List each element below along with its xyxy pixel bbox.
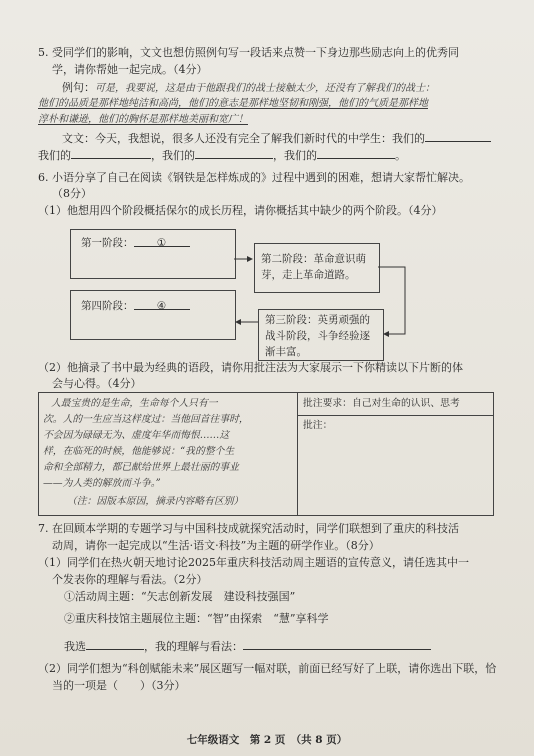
q5-wenwen-ours-c: ，我们的 — [273, 149, 317, 162]
q7-option2: ②重庆科技馆主题展位主题：“智”由探索 “慧”享科学 — [64, 612, 329, 625]
quote-line-1: 人最宝贵的是生命，生命每个人只有一 — [51, 398, 218, 409]
annotation-label: 批注： — [303, 420, 333, 431]
quote-line-6: ——为人类的解放而斗争。” — [43, 478, 161, 489]
q7-prompt-line2: 动周，请你一起完成以“生活·语文·科技”为主题的研学作业。（8分） — [52, 539, 380, 552]
stage1-label: 第一阶段： — [81, 237, 134, 249]
stage3-line3: 渐丰富。 — [265, 346, 307, 358]
q7-option1: ①活动周主题：“矢志创新发展 建设科技强国” — [64, 590, 296, 603]
q7-number: 7. — [38, 522, 49, 535]
q6-sub2-line2: 会与心得。（4分） — [52, 377, 142, 390]
q5-prompt-line2: 学，请你帮她一起完成。（4分） — [52, 63, 208, 76]
q5-example-line3: 淳朴和谦逊，他们的胸怀是那样地美丽和宽广！ — [38, 114, 248, 125]
quote-cell — [39, 393, 298, 515]
stage1-marker: ① — [156, 237, 167, 249]
q7-view-blank[interactable] — [243, 638, 431, 650]
q7-view-label: ，我的理解与看法： — [144, 640, 243, 653]
q6-prompt-line1: 小语分享了自己在阅读《钢铁是怎样炼成的》过程中遇到的困难，想请大家帮忙解决。 — [52, 171, 470, 184]
q5-number: 5. — [38, 46, 49, 59]
annotation-table — [38, 392, 494, 516]
q7-prompt-line1: 在回顾本学期的专题学习与中国科技成就探究活动时，同学们联想到了重庆的科技活 — [52, 522, 459, 535]
q7-sub2-line2: 当的一项是（ ）（3分） — [52, 679, 186, 692]
quote-note: （注：因版本原因，摘录内容略有区别） — [67, 496, 244, 507]
q5-prompt-line1: 受同学们的影响，文文也想仿照例句写一段话来点赞一下身边那些励志向上的优秀同 — [52, 46, 459, 59]
q6-number: 6. — [38, 171, 49, 184]
quote-line-4: 样，在临死的时候，他能够说：“我的整个生 — [43, 446, 235, 457]
stage4-marker: ④ — [156, 300, 167, 312]
q5-period: 。 — [395, 149, 406, 162]
quote-line-3: 不会因为碌碌无为、虚度年华而悔恨……这 — [43, 430, 230, 441]
q7-choice-blank[interactable] — [86, 638, 144, 650]
quote-line-2: 次。人的一生应当这样度过：当他回首往事时， — [43, 414, 249, 425]
q7-sub1-line1: （1）同学们在热火朝天地讨论2025年重庆科技活动周主题语的宣传意义，请任选其中一 — [38, 556, 469, 569]
quote-line-5: 命和全部精力，都已献给世界上最壮丽的事业 — [43, 462, 239, 473]
q5-wenwen-ours-b: ，我们的 — [151, 149, 195, 162]
q7-sub1-line2: 个发表你的理解与看法。（2分） — [52, 573, 208, 586]
q5-example-label: 例句： — [62, 81, 95, 94]
stage2-line1: 第二阶段：革命意识萌 — [261, 253, 366, 265]
q7-choose-label: 我选 — [64, 640, 86, 653]
q5-example-line1: 可是，我要说，这是由于他跟我们的战士接触太少，还没有了解我们的战士： — [95, 83, 435, 94]
q5-wenwen-line1: 文文：今天，我想说，很多人还没有完全了解我们新时代的中学生：我们的 — [62, 132, 425, 145]
annotation-cell[interactable] — [298, 393, 493, 515]
q6-prompt-line2: （8分） — [52, 187, 92, 200]
stage3-line1: 第三阶段：英勇顽强的 — [265, 314, 370, 326]
stage3-line2: 战斗阶段，斗争经验逐 — [265, 330, 370, 342]
q6-sub2-line1: （2）他摘录了书中最为经典的语段，请你用批注法为大家展示一下你精读以下片断的体 — [38, 361, 463, 374]
page-footer: 七年级语文 第 2 页 （共 8 页） — [186, 734, 348, 746]
stage2-line2: 芽，走上革命道路。 — [261, 269, 356, 281]
q5-example-line2: 他们的品质是那样地纯洁和高尚，他们的意志是那样地坚韧和刚强，他们的气质是那样地 — [38, 98, 428, 109]
q7-sub2-line1: （2）同学们想为“科创赋能未来”展区题写一幅对联，前面已经写好了上联，请你选出下联，恰 — [38, 662, 497, 675]
annotation-requirement: 批注要求：自己对生命的认识、思考 — [303, 398, 460, 409]
stage4-label: 第四阶段： — [81, 300, 134, 312]
q6-sub1-prompt: （1）他想用四个阶段概括保尔的成长历程，请你概括其中缺少的两个阶段。（4分） — [38, 204, 443, 217]
q5-wenwen-ours-a: 我们的 — [38, 149, 71, 162]
